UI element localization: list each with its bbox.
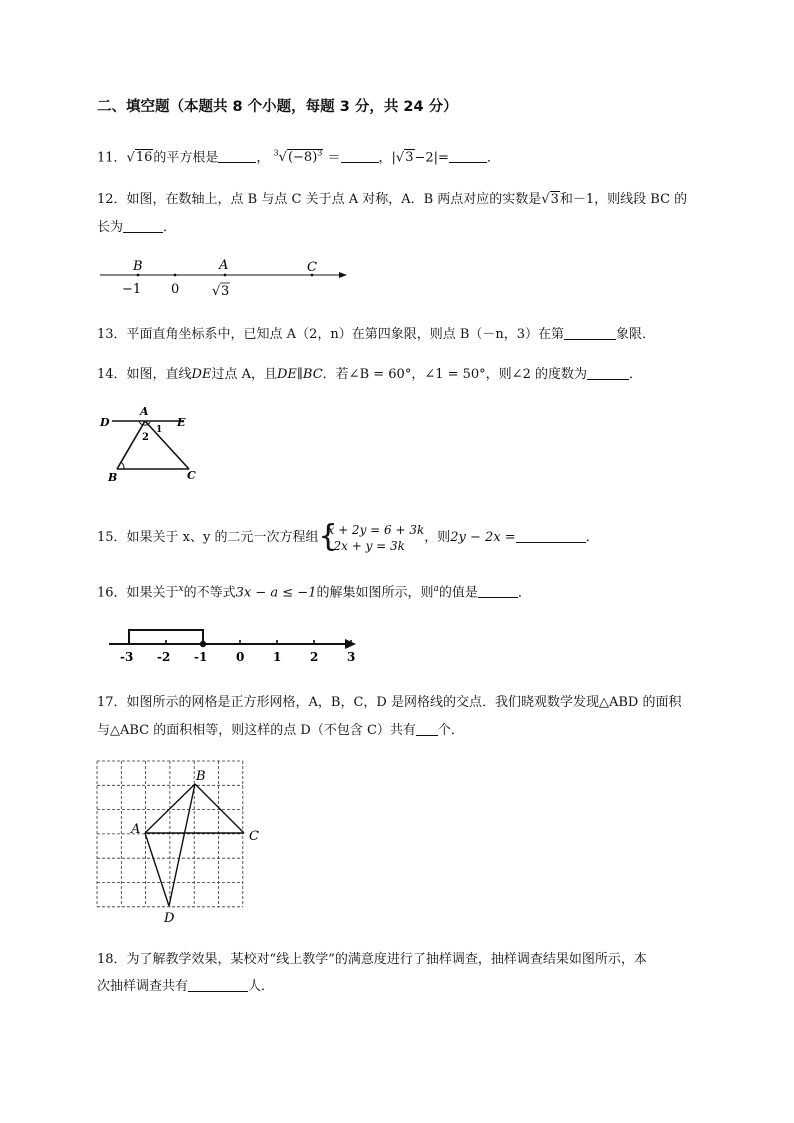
tick-label: 2 [310,650,319,664]
grid-label-D: D [164,911,175,926]
angle-1-label: 1 [156,425,163,435]
q15-blank[interactable] [516,528,586,543]
question-12-line-1: 12．如图，在数轴上，点 B 与点 C 关于点 A 对称，A．B 两点对应的实数是√3和－1，则线段 BC 的 [97,192,688,207]
svg-text:3: 3 [221,284,230,299]
q11-text: 的平方根是 [153,150,219,166]
tick-label: -1 [194,650,208,664]
question-16: 16．如果关于$^x$的不等式3x − a ≤ −1的解集如图所示，则$^a$的值是 ． [97,584,531,601]
q11-sqrt: √16 [126,150,153,166]
question-18-line-1: 18．为了解教学效果，某校对“线上教学”的满意度进行了抽样调查，抽样调查结果如图所示，本 [97,952,647,967]
question-12-line-2: 长为 ． [97,220,177,235]
tick-minus-one: −1 [122,282,142,297]
q16-number-line [105,620,360,664]
q11-blank-2[interactable] [341,148,379,163]
tick-label: -3 [120,650,134,664]
q18-blank[interactable] [188,977,248,992]
label-A: A [140,405,149,418]
q14-blank[interactable] [587,365,629,380]
q11-blank-3[interactable] [449,148,487,163]
question-11: 11．√16的平方根是 ， $^3√(-8)^3$ ＝ ，|√3−2|= ． [97,149,500,166]
question-15: 15．如果关于 x、y 的二元一次方程组 { x + 2y = 6 + 3k 2x + y = 3k ，则2y − 2x = ． [97,518,599,554]
tick-zero: 0 [171,282,180,297]
tick-label: 3 [347,650,356,664]
label-C: C [187,469,196,482]
q11-blank-1[interactable] [218,148,256,163]
grid-label-A: A [131,822,141,837]
tick-label: -2 [157,650,171,664]
section-title: 二、填空题（本题共 8 个小题，每题 3 分，共 24 分） [97,99,458,115]
q17-grid-figure [94,758,264,928]
q14-triangle-figure [98,403,210,485]
question-17-line-1: 17．如图所示的网格是正方形网格，A，B，C，D 是网格线的交点．我们晓观数学发现△ABD 的面积 [97,695,682,710]
question-14: 14．如图，直线DE过点 A，且DE∥BC．若∠B = 60°，∠1 = 50°，则∠2 的度数为 ． [97,367,642,382]
label-E: E [177,416,186,429]
point-A-label: A [219,258,229,273]
tick-label: 0 [236,650,245,664]
equation-system: { x + 2y = 6 + 3k 2x + y = 3k [318,518,425,554]
label-D: D [100,416,110,429]
tick-label: 1 [273,650,282,664]
angle-2-label: 2 [142,432,149,443]
question-13: 13．平面直角坐标系中，已知点 A（2，n）在第四象限，则点 B（－n，3）在第 象限． [97,327,656,342]
grid-label-B: B [196,769,206,784]
question-17-line-2: 与△ABC 的面积相等，则这样的点 D（不包含 C）共有 个． [97,723,464,738]
q11-number: 11． [97,150,127,166]
q16-blank[interactable] [478,583,518,598]
q13-blank[interactable] [564,325,616,340]
tick-sqrt3: √ [212,284,221,299]
point-C-label: C [307,260,317,275]
label-B: B [108,471,118,484]
question-18-line-2: 次抽样调查共有 人． [97,979,275,994]
q17-blank[interactable] [416,721,438,736]
q11-cube-root: $^3√(-8)^3$ [273,149,323,166]
q12-blank[interactable] [123,218,163,233]
grid-label-C: C [249,829,259,844]
q12-number-line [96,255,356,301]
point-B-label: B [133,259,143,274]
